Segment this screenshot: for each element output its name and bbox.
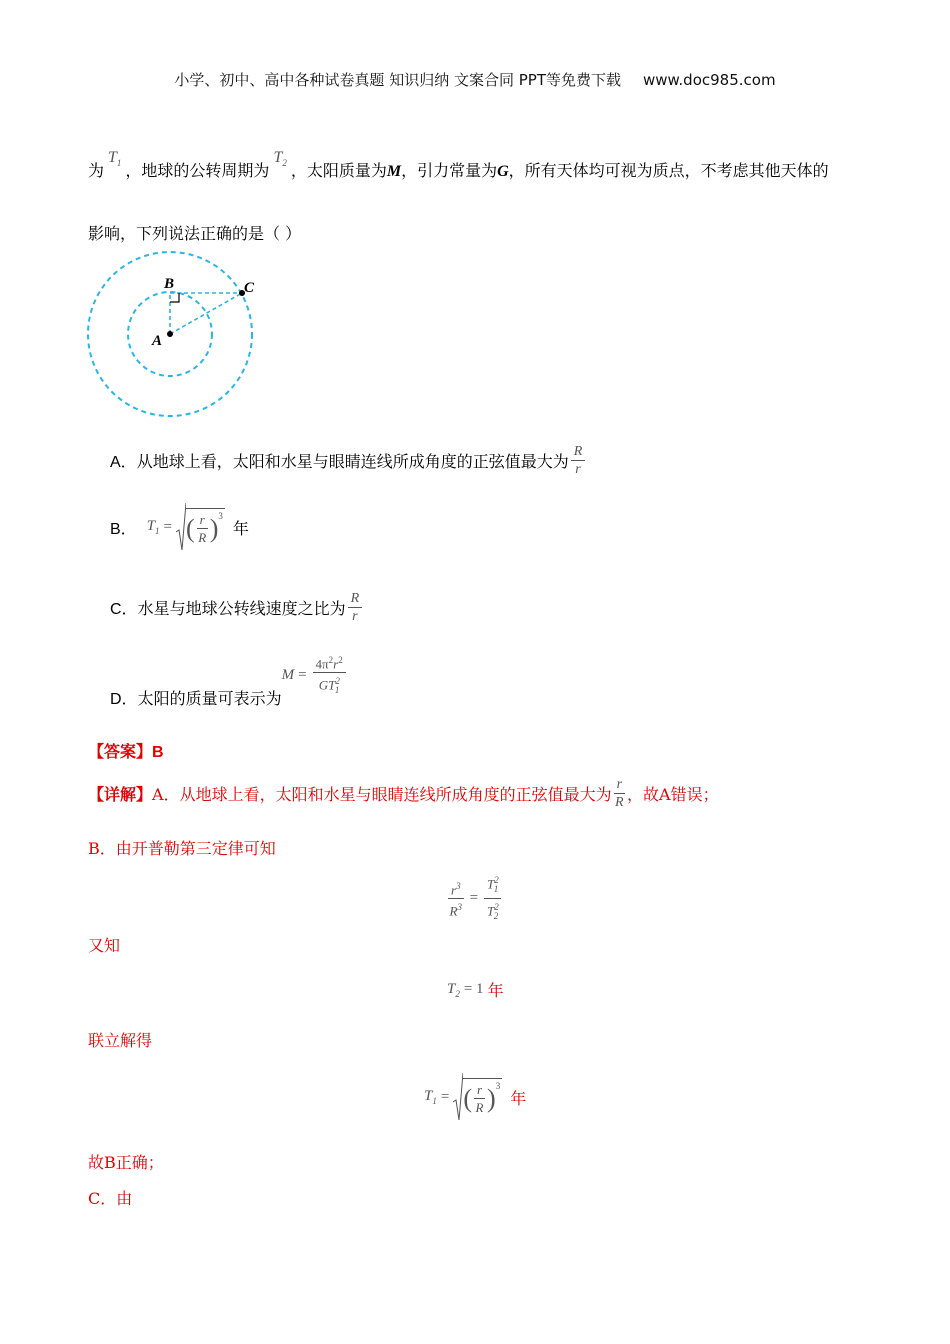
solution-c-intro: C．由 — [88, 1189, 133, 1208]
q-rest-c: ，所有天体均可视为质点，不考虑其他天体的 — [508, 161, 829, 180]
solution-a-tail: ，故A错误； — [627, 785, 719, 804]
option-b-lhs: $T_1$ — [146, 518, 160, 536]
solution-combine: 联立解得 — [88, 1031, 153, 1050]
solution-again: 又知 — [88, 936, 121, 955]
solution-label: 【详解】 — [88, 787, 153, 804]
right-angle-mark — [170, 293, 179, 302]
solution-b-intro: B．由开普勒第三定律可知 — [88, 839, 276, 858]
answer-label: 【答案】B — [88, 744, 164, 761]
q-mid: ，地球的公转周期为 — [125, 161, 270, 180]
option-a[interactable] — [110, 443, 587, 478]
g-symbol: G — [497, 163, 509, 180]
header-url[interactable]: www.doc985.com — [642, 71, 776, 89]
orbit-figure — [84, 250, 259, 420]
option-b-unit: 年 — [232, 518, 249, 538]
sqrt-sign-icon — [453, 1072, 463, 1122]
page-header — [0, 69, 950, 90]
option-d-text: 太阳的质量可表示为 — [137, 689, 282, 709]
sqrt-sign-icon — [176, 502, 186, 552]
m-symbol: M — [386, 163, 402, 180]
option-a-label: A． — [110, 454, 137, 471]
q-rest-b: ，引力常量为 — [401, 161, 498, 180]
option-d-formula: M = $\frac{4\pi^2r^2}{GT^2_1}$ — [282, 652, 348, 699]
option-a-text: 从地球上看，太阳和水星与眼睛连线所成角度的正弦值最大为 — [136, 452, 569, 471]
t1-symbol: $T_1$ — [108, 149, 122, 169]
option-b-eq: = — [163, 518, 172, 535]
t2-symbol: $T_2$ — [273, 149, 287, 169]
line-ac — [170, 293, 242, 334]
result-equation: $T_1$ = ( $\frac{r}{R}$ ) $^3$ 年 — [424, 1072, 526, 1122]
header-text: 小学、初中、高中各种试卷真题 知识归纳 文案合同 PPT等免费下载 — [174, 71, 621, 89]
point-a — [167, 331, 173, 337]
option-c-label: C． — [110, 601, 138, 618]
solution-b-conclusion: 故B正确； — [88, 1153, 164, 1172]
option-b-sqrt: ( $\frac{r}{R}$ ) $^3$ — [176, 502, 225, 552]
option-a-fraction: $\frac{R}{r}$ — [571, 443, 586, 478]
label-c: C — [244, 280, 255, 296]
option-c-fraction: $\frac{R}{r}$ — [348, 590, 363, 625]
option-c-text: 水星与地球公转线速度之比为 — [137, 599, 346, 618]
question-line-1 — [88, 149, 829, 182]
earth-period-equation: $T_2$ = 1 年 — [447, 980, 504, 1000]
label-b: B — [164, 276, 175, 292]
label-a: A — [152, 333, 163, 349]
question-line-2: 影响，下列说法正确的是（ ） — [88, 224, 302, 243]
option-b[interactable] — [110, 502, 249, 552]
option-d-label: D． — [110, 691, 138, 709]
option-c[interactable] — [110, 590, 364, 625]
kepler-equation: $\frac{r^3}{R^3}$ = $\frac{T^2_1}{T^2_2}$ — [446, 872, 503, 925]
solution-a-fraction: $\frac{r}{R}$ — [615, 777, 624, 810]
q-prefix: 为 — [88, 161, 105, 180]
q-rest-a: ，太阳质量为 — [290, 161, 387, 180]
option-d[interactable] — [110, 652, 348, 711]
solution-a — [88, 776, 719, 811]
solution-a-text: A．从地球上看，太阳和水星与眼睛连线所成角度的正弦值最大为 — [152, 785, 612, 804]
option-b-label: B． — [110, 520, 137, 538]
